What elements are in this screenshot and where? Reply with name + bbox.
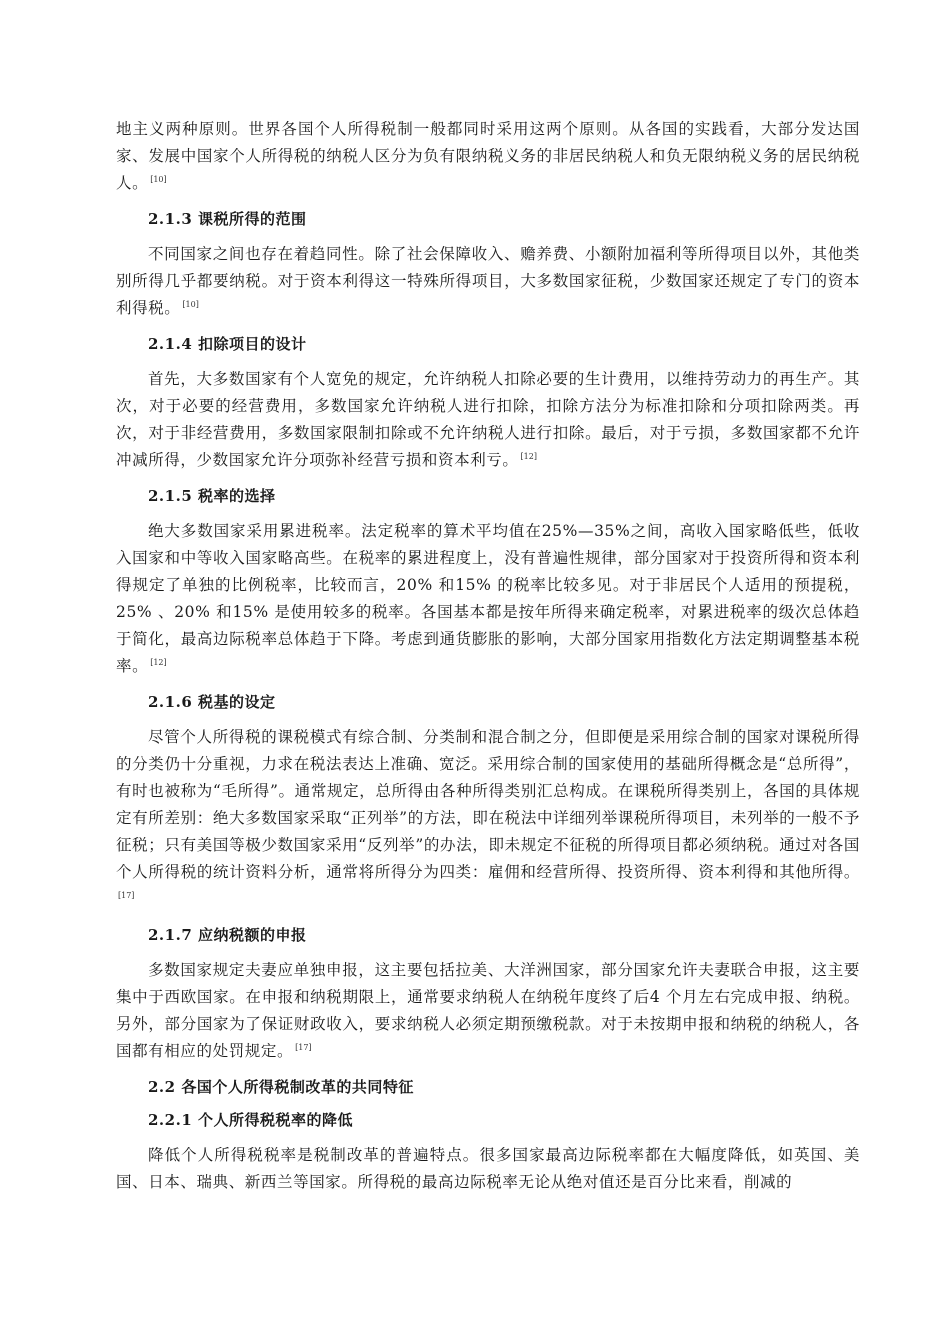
- section-heading-2-1-5: 2.1.5 税率的选择: [148, 487, 276, 505]
- section-heading-2-2-1: 2.2.1 个人所得税税率的降低: [148, 1111, 353, 1129]
- citation: [17]: [118, 890, 135, 900]
- citation: [12]: [520, 451, 537, 461]
- paragraph-5: 尽管个人所得税的课税模式有综合制、分类制和混合制之分，但即便是采用综合制的国家对课税所得的分类仍十分重视，力求在税法表达上准确、宽泛。采用综合制的国家使用的基础所得概念是“总所得”，有时也被称为“毛所得”。通常规定，总所得由各种所得类别汇总构成。在课税所得类别上，各国的具体规定有所差别：绝大多数国家采取“正列举”的方法，即在税法中详细列举课税所得项目，未列举的一般不予征税；只有美国等极少数国家采用“反列举”的办法，即未规定不征税的所得项目都必须纳税。通过对各国个人所得税的统计资料分析，通常将所得分为四类：雇佣和经营所得、投资所得、资本利得和其他所得。[17]: [116, 728, 860, 900]
- document-page: [116, 116, 860, 1196]
- section-heading-2-1-3: 2.1.3 课税所得的范围: [148, 210, 307, 228]
- citation: [17]: [295, 1042, 312, 1052]
- section-heading-2-2: 2.2 各国个人所得税制改革的共同特征: [148, 1078, 414, 1096]
- citation: [12]: [150, 657, 167, 667]
- section-heading-2-1-7: 2.1.7 应纳税额的申报: [148, 926, 307, 944]
- paragraph-6: 多数国家规定夫妻应单独申报，这主要包括拉美、大洋洲国家，部分国家允许夫妻联合申报，这主要集中于西欧国家。在申报和纳税期限上，通常要求纳税人在纳税年度终了后4 个月左右完成申报、纳税。另外，部分国家为了保证财政收入，要求纳税人必须定期预缴税款。对于未按期申报和纳税的纳税人，各国都有相应的处罚规定。 [17]: [116, 961, 860, 1060]
- paragraph-4: 绝大多数国家采用累进税率。法定税率的算术平均值在25%—35%之间，高收入国家略低些，低收入国家和中等收入国家略高些。在税率的累进程度上，没有普遍性规律，部分国家对于投资所得和资本利得规定了单独的比例税率，比较而言，20% 和15% 的税率比较多见。对于非居民个人适用的预提税，25% 、20% 和15% 是使用较多的税率。各国基本都是按年所得来确定税率，对累进税率的级次总体趋于简化，最高边际税率总体趋于下降。考虑到通货膨胀的影响，大部分国家用指数化方法定期调整基本税率。 [12]: [116, 522, 860, 675]
- paragraph-1: 地主义两种原则。世界各国个人所得税制一般都同时采用这两个原则。从各国的实践看，大部分发达国家、发展中国家个人所得税的纳税人区分为负有限纳税义务的非居民纳税人和负无限纳税义务的居民纳税人。 [10]: [116, 120, 860, 192]
- paragraph-2: 不同国家之间也存在着趋同性。除了社会保障收入、赡养费、小额附加福利等所得项目以外，其他类别所得几乎都要纳税。对于资本利得这一特殊所得项目，大多数国家征税，少数国家还规定了专门的资本利得税。 [10]: [116, 245, 860, 317]
- citation: [10]: [182, 299, 199, 309]
- paragraph-3: 首先，大多数国家有个人宽免的规定，允许纳税人扣除必要的生计费用，以维持劳动力的再生产。其次，对于必要的经营费用，多数国家允许纳税人进行扣除，扣除方法分为标准扣除和分项扣除两类。再次，对于非经营费用，多数国家限制扣除或不允许纳税人进行扣除。最后，对于亏损，多数国家都不允许冲减所得，少数国家允许分项弥补经营亏损和资本利亏。 [12]: [116, 370, 860, 469]
- section-heading-2-1-6: 2.1.6 税基的设定: [148, 693, 276, 711]
- section-heading-2-1-4: 2.1.4 扣除项目的设计: [148, 335, 307, 353]
- paragraph-7: 降低个人所得税税率是税制改革的普遍特点。很多国家最高边际税率都在大幅度降低，如英国、美国、日本、瑞典、新西兰等国家。所得税的最高边际税率无论从绝对值还是百分比来看，削减的: [116, 1146, 860, 1191]
- citation: [10]: [150, 174, 167, 184]
